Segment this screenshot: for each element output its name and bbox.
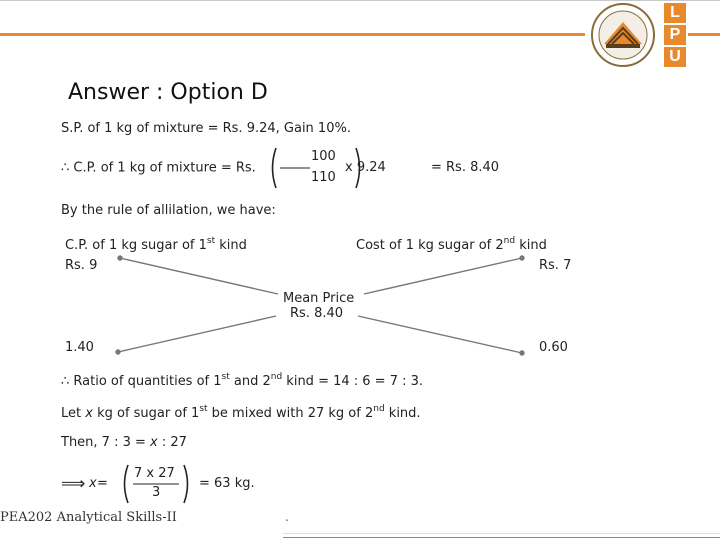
footer-rule: [283, 537, 720, 538]
header-rule: [0, 33, 585, 36]
alligation-right-label: Cost of 1 kg sugar of 2nd kind: [356, 236, 547, 253]
alligation-right-diff: 0.60: [539, 340, 568, 355]
solution-line-sp: S.P. of 1 kg of mixture = Rs. 9.24, Gain 10%.: [61, 121, 351, 136]
final-equals: =: [97, 476, 108, 491]
cp-numerator: 100: [311, 149, 336, 164]
cross-line-bottom-right: [358, 316, 522, 353]
solution-line-ratio: ∴ Ratio of quantities of 1st and 2nd kind = 14 : 6 = 7 : 3.: [61, 372, 424, 389]
cross-line-bottom-left: [118, 316, 276, 352]
solution-line-cp: [61, 146, 500, 190]
mean-price-value: Rs. 8.40: [290, 306, 344, 321]
solution-line-let: Let x kg of sugar of 1st be mixed with 27 kg of 2nd kind.: [61, 404, 421, 421]
logo-letter-p: P: [664, 25, 686, 45]
cp-result: = Rs. 8.40: [431, 160, 500, 175]
cross-dot-bottom-right: [520, 351, 524, 355]
final-x: x: [89, 476, 97, 491]
alligation-left-diff: 1.40: [65, 340, 94, 355]
page-title: Answer : Option D: [68, 80, 268, 105]
mean-price-label: Mean Price: [283, 291, 355, 306]
footer-rule-light: [283, 533, 720, 534]
implies-arrow-icon: ⟹: [61, 474, 86, 494]
final-numerator: 7 x 27: [134, 466, 175, 481]
cp-fraction-group: [268, 146, 386, 190]
solution-line-rule: By the rule of allilation, we have:: [61, 203, 276, 218]
final-denominator: 3: [152, 485, 161, 500]
alligation-left-label: C.P. of 1 kg sugar of 1st kind: [65, 236, 247, 253]
solution-line-final: [61, 463, 281, 505]
final-result: = 63 kg.: [199, 476, 255, 491]
header-rule-right: [688, 33, 720, 36]
cross-dot-top-right: [520, 256, 524, 260]
footer-dot: .: [285, 510, 289, 524]
logo-letter-u: U: [664, 47, 686, 67]
university-seal-logo: [590, 2, 656, 68]
alligation-left-value: Rs. 9: [65, 258, 98, 273]
cross-dot-bottom-left: [116, 350, 120, 354]
cp-multiplier: x 9.24: [345, 160, 386, 175]
top-border: [0, 0, 720, 1]
cp-denominator: 110: [311, 170, 336, 185]
cross-dot-top-left: [118, 256, 122, 260]
cross-line-top-right: [364, 258, 522, 294]
logo-letter-l: L: [664, 3, 686, 23]
footer-course: PEA202 Analytical Skills-II: [0, 510, 177, 525]
solution-line-then: Then, 7 : 3 = x : 27: [61, 435, 187, 450]
alligation-right-value: Rs. 7: [539, 258, 572, 273]
cp-prefix: ∴ C.P. of 1 kg of mixture = Rs.: [61, 160, 256, 176]
cross-line-top-left: [120, 258, 278, 294]
